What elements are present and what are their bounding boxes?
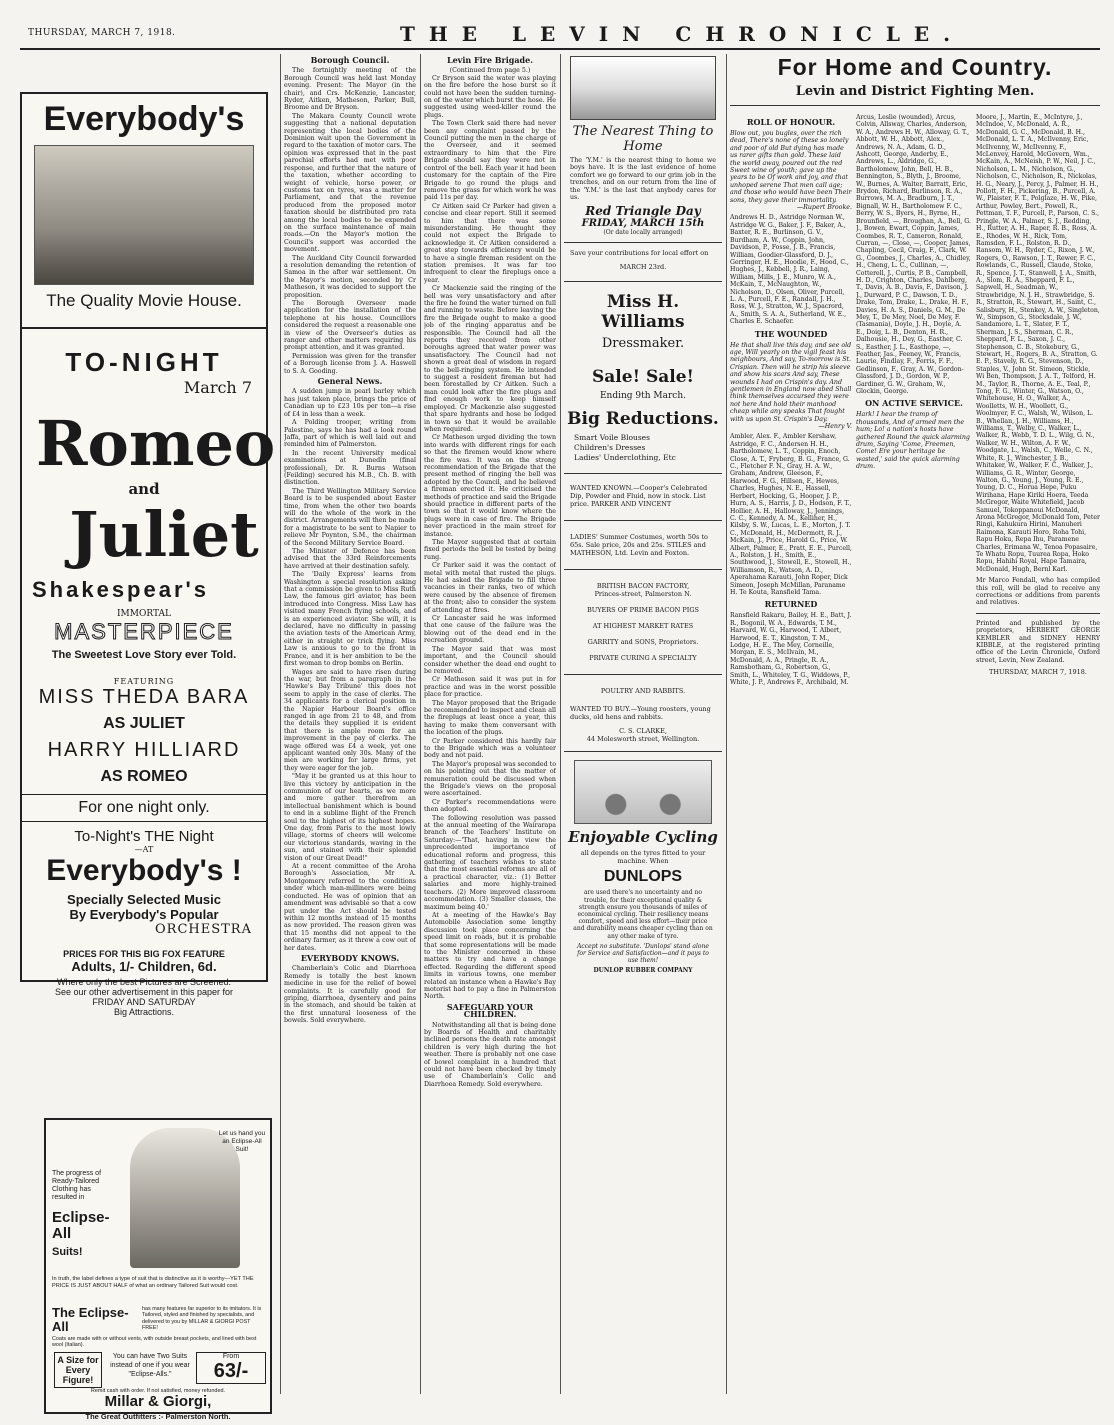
film-title-romeo: Romeo [36,407,276,480]
firm-name: Millar & Giorgi, [104,1393,212,1410]
section-title: For Home and Country. [777,54,1053,80]
measure-text: has many features far superior to its imitators. It is Tailored, styled and finished by specialists, and delivered to you by MILLAR & GIORGI POST FREE! [142,1306,262,1332]
save-text: Save your contributions for local effort on [570,249,709,258]
two-suits-text: You can have Two Suits instead of one if you wear "Eclipse-Alls." [110,1353,190,1378]
music-line-2: By Everybody's Popular [69,907,219,922]
size-box: A Size for Every Figure! [54,1352,102,1388]
roll-of-honour-names: Andrews H. D., Astridge Norman W., Astridge W. G., Baker, J. F., Baker, A., Baxter, R. E., Burlinson, G. V., Burdham, A. W., Coppin, John, Davidson, P., Fosse, J. B., Francis, William, Goodier-Glassford, D. J., Gerringer, H. E., Hoodie, F., Hood, C., Hughes, J., Kebbell, J. R., Laing, William, Mills, J. E., Munro, W. A., McKain, T., McNaughton, W., Nicholson, D., Olsen, Oliver, Purcell, L. A., Purcell, F. E., Randall, J. H., Ross, W. J., Stratton, W. J., Spacrord, A., Smith, S. A. A., Sutherland, W. E., Charles E. Schaefer. [730,214,849,326]
cyclist-illustration [574,760,712,824]
column-advertisements [564,54,722,1414]
eclipse-all-advertisement [44,1118,272,1421]
returned-heading: RETURNED [764,599,818,610]
williams-trade: Dressmaker. [601,336,685,352]
eclipse-suits: Suits! [52,1246,83,1258]
home-and-country-section [730,54,1100,1414]
remit-text: Remit cash with order. If not satisfied, money refunded. [90,1388,226,1394]
film-title-juliet: Juliet [69,498,259,571]
poem-author: —Rupert Brooke. [796,204,852,212]
ymca-title: The Nearest Thing to Home [572,124,714,154]
role-romeo: AS ROMEO [100,768,188,785]
heading-fire-brigade: Levin Fire Brigade. [446,55,534,65]
cinema-photo [34,145,254,285]
bacon-address: Princes-street, Palmerston N. [594,590,692,599]
imprint-date: THURSDAY, MARCH 7, 1918. [989,668,1087,677]
role-juliet: AS JULIET [103,715,185,732]
red-triangle-day: Red Triangle Day [585,204,701,219]
clarke-address: 44 Molesworth street, Wellington. [586,735,700,744]
ymca-triangle-illustration [570,56,716,120]
reduction-item: Children's Dresses [574,443,646,453]
at-label: —AT [134,845,154,854]
featuring-label: FEATURING [113,677,175,686]
poem2-author: —Henry V. [818,423,852,431]
save-date: MARCH 23rd. [619,263,667,272]
price-from: From [222,1353,240,1360]
ymca-text: The 'Y.M.' is the nearest thing to home we boys have. It is the last evidence of home comfort we go forward to our grim job in the trenches, and on our return from the line of the 'Y.M.' is the last that anybody cares for us. [570,157,716,202]
masthead-title: THE LEVIN CHRONICLE. [400,22,965,46]
masthead-date: THURSDAY, MARCH 7, 1918. [28,28,176,38]
price-box [196,1352,266,1384]
bacon-buyers: BUYERS OF PRIME BACON PIGS [586,606,700,615]
big-reductions: Big Reductions. [567,409,719,430]
film-title-and: and [128,480,160,498]
big-attractions-line: Big Attractions. [113,1007,175,1017]
column-fire-brigade: Levin Fire Brigade. (Continued from page 5.) Cr Bryson said the water was playing on the fire before the hose burst so it could not have been the sudden turning-on of the water which burst the hose. He suggested using weed-killer round the plugs. The Town Clerk said there had never been any complaint passed by the Council putting the men in the charge of the Overseer, and it seemed extraordinary to him that the Fire Brigade should say they were not in control of the bell. Each year it had been customary for the captain of the Fire Brigade to go round the plugs and remove the grass for which work he was paid 11s per day. Cr Aitken said Cr Parker had given a concise and clear report. Still it seemed to him that there was some misunderstanding. He thought they could not expect the Brigade to acknowledge it. Cr Aitken considered a great step towards efficiency would be to have a single fireman resident on the station premises. It was far too infrequent to clear the fireplugs once a year. Cr Mackenzie said the ringing of the bell was very unsatisfactory and after the fire he found the water turned on full and running to waste. Before leaving the fire the Brigade ought to make a good job of the ringing apparatus and be responsible. The Council had all the reports they received from other boroughs agreed that water power was unsatisfactory. The Council had not shown a great deal of wisdom in regard to the bell-ringing system. He intended to suggest a resident fireman but had been forestalled by Cr Aitken. Such a man could look after the fire plugs and find enough work to keep himself employed. Cr Mackenzie also suggested that spare hydrants and hose be lodged in town so that it would be available when required. Cr Matheson urged dividing the town into wards with different rings for each so that the firemen would know where the fire was. It was on the strong recommendation of the Brigade that the present method of ringing the bell was adopted by the Council, and he believed a fireman erected it. He criticised the methods of practice and said the Brigade should practice in different parts of the town so that it would know where the plugs were in case of fire. The Brigade never practiced in the main street for instance. The Mayor suggested that at certain fixed periods the bell be tested by being rung. Cr Parker said it was the contact of metal with metal that rusted the plugs. He had asked the Brigade to fill three vacancies in their ranks, two of which were caused by the absence of firemen at the front; also to consider the system of attending at fires. Cr Lancaster said he was informed that one cause of the failure was the blowing out of the dead end in the recreation ground. The Mayor said that was most important, and the Council should consider whether the dead end ought to be removed. Cr Matheson said it was put in for practice and was in the worst possible place for practice. The Mayor proposed that the Brigade be recommended to inspect and clean all the fireplugs at least once a year, this having to make them conversant with the location of the plugs. Cr Parker considered this hardly fair to the Brigade which was a volunteer body and not paid. The Mayor's proposal was seconded to on his pointing out that the matter of remuneration could be discussed when the Brigade's views on the proposal were ascertained. Cr Parker's recommendations were then adopted. The following resolution was passed at the annual meeting of the Wairarapa branch of the Teachers' Institute on Saturday:—'That, having in view the unprecedented importance of educational reform and progress, this gathering of teachers wishes to state that the most essential reforms are all of a practical character, viz.: (1) Better salaries and more highly-trained teachers. (2) More improved classroom accommodation. (3) Smaller classes, the maximum being 40.' At a meeting of the Hawke's Bay Automobile Association some lengthy discussion took place concerning the speed limit on roads, but it is probable that some representations will be made to the Minister concerned in these matters to try and have a change effected. Regarding the different speed limits in various towns, one member related an instance when a Hawke's Bay motorist had to pay a fine in Palmerston North. SAFEGUARD YOUR CHILDREN. Notwithstanding all that is being done by Boards of Health and charitably inclined persons the death rate amongst children is very high during the hot weather. There is probably not one case of bowel complaint in a hundred that could not have been checked by timely use of Chamberlain's Colic and Diarrhoea Remedy. Sold everywhere. [424,55,556,1088]
cinema-name: Everybody's [43,100,245,138]
dunlop-lead: all depends on the tyres fitted to your machine. When [580,849,706,866]
price-value: 63/- [213,1360,249,1382]
cinema-tagline: The Quality Movie House. [46,291,242,310]
masthead-rule [20,48,1100,50]
poultry-heading: POULTRY AND RABBITS. [600,687,686,696]
orchestra-label: ORCHESTRA [155,922,252,937]
imprint-text: Printed and published by the proprietors, HERBERT GEORGE KEMBLER and SIDNEY HENRY KIBBLE, at the registered printing office of the Levin Chronicle, Oxford street, Levin, New Zealand. [976,619,1100,664]
tonight-night-label: To-Night's THE Night [74,828,214,845]
wounded-heading: THE WOUNDED [754,328,828,339]
dunlop-company: DUNLOP RUBBER COMPANY [593,967,693,975]
masterpiece-label: MASTERPIECE [54,619,234,644]
enjoyable-cycling: Enjoyable Cycling [568,828,718,847]
column-rule [280,54,281,1394]
active-service-names-a: Arcus, Leslie (wounded), Arcus, Colvin, Allsway, Charles, Anderson, W. A., Andrews H. W., Alloway, G. T., Abbott, W. H., Abbott, Alex., Andrews, N. A., Adam, G. D., Ashcott, George, Anderby, E., Andrews, L., Aldridge, G., Bartholomew, John, Bell, H. B., Bennington, S., Blyth, J., Broome, W., Burnes, A. Walter, Barratt, Eric, Brydon, Richard, Burlinson, R. A., Burrows, M. A., Bradburn, J. T., Bignall, W. H., Bartholomew F. C., Berry, W. S., Byers, H., Byrne, H., Brounfield, —, Broughan, A., Bell, G. J., Bowen, Ewart, Coppin, James, Coombes, R. T., Cameron, Ronald, Curran, —, Close, —, Cooper, James, Chapling, Cecil, Craig, F., Clark, W. G., Coombes, J., Charles, A., Chidley, H., Cheng, L. C., Cullinan, —, Cotterell, J., Curtis, P. B., Campbell, H. D., Crighton, Charles, Dahlberg, T., Davis, A. B., Davis, F., Davison, J. J., Durward, P. C., Dawson, T. D., Drake, Tom, Drake, L., Drake, H. F., Davies, H. A. S., Daniels, G. M., De Mey, T., De Mey, Noel, De Mey, F. (Tasmania), Doyle, J. H., Doyle, A. E., Doig, L. B., Denton, H. R., Dalhousie, H., Dey, G., Easther, C. S., Easther, J. L., Easthope, —, Feather, Jas., Feeney, W., Francis, Laurie, Findlay, F., Ferris, F. F., Gedlinson, F., Gray, A. W., Gordon-Glassford, J. D., Gordon, W. P., Gardiner, G. W., Graham, W., Glockin, George. [856,114,971,396]
let-us-text: Let us hand you an Eclipse-All Suit! [218,1130,266,1153]
star-harry-hilliard: HARRY HILLIARD [47,739,241,761]
column-rule [726,54,727,1394]
bacon-factory: BRITISH BACON FACTORY, [596,582,690,591]
heading-everybody-knows: EVERYBODY KNOWS. [300,952,400,963]
eclipse-brand-2: The Eclipse-All [52,1305,129,1334]
poem-rupert-brooke: Blow out, you bugles, over the rich dead, There's none of these so lonely and poor of old But dying has made us rarer gifts than gold. These laid the world away, poured out the red Sweet wine of youth; gave up the years to be Of work and joy, and that unhoped serene That men call age; and those who would have been Their sons, they gave their immortality. [730,130,852,204]
coats-text: Coats are made with or without vents, with outside breast pockets, and lined with best wool (Italian). [52,1336,257,1349]
days-line: FRIDAY AND SATURDAY [92,997,196,1007]
outfitters-line: The Great Outfitters :- Palmerston North. [85,1412,231,1421]
see-other-line: See our other advertisement in this paper for [54,987,234,997]
red-triangle-date: FRIDAY, MARCH 15th [581,218,705,230]
eclipse-brand: Eclipse-All [52,1209,110,1242]
one-night-label: For one night only. [78,799,210,816]
bacon-proprietors: GARRITY and SONS, Proprietors. [587,638,699,647]
prices-line: Adults, 1/- Children, 6d. [71,959,217,974]
ladies-costumes-ad: LADIES' Summer Costumes, worth 50s to 65s. Sale price, 20s and 25s. STILES and MATHESON, Ltd. Levin and Foxton. [570,533,708,558]
column-rule [420,54,421,1394]
poem-drum: Hark! I hear the tramp of thousands, And of armed men the hum; Lo! a nation's hosts have gathered Round the quick alarming drum, Saying 'Come, Freemen, Come! Ere your heritage be wasted,' said the quick alarming drum. [856,411,970,471]
honour-column-3 [976,114,1100,1404]
immortal-label: IMMORTAL [117,609,171,619]
dunlop-body: are used there's no uncertainty and no trouble, for their exceptional quality & strength ensure you thousands of miles of economical cycling. Their resiliency means comfort, speed and less effort—their price and durability means cheaper cycling than on any other make of tyre. [573,889,713,940]
heading-safeguard-children: SAFEGUARD YOUR CHILDREN. [446,1001,534,1020]
reduction-item: Ladies' Underclothing, Etc [574,453,676,463]
heading-borough-council: Borough Council. [310,55,390,65]
reduction-item: Smart Voile Blouses [574,433,650,443]
bacon-private: PRIVATE CURING A SPECIALTY [589,654,697,663]
dunlops-brand: DUNLOPS [603,868,683,886]
section-subtitle: Levin and District Fighting Men. [795,84,1035,99]
clarke-name: C. S. CLARKE, [619,727,667,736]
poem-henry-v: He that shall live this day, and see old age, Will yearly on the vigil feast his neighbours, And say, To-morrow is St. Crispian. Then will he strip his sleeve and show his scars And say, These wounds I had on Crispin's day. And gentlemen in England now abed Shall think themselves accursed they were not here And hold their manhood cheap while any speaks That fought with us upon St. Crispin's Day. [730,341,852,423]
music-line-1: Specially Selected Music [67,892,221,907]
red-triangle-arranged: (Or date locally arranged) [603,229,683,237]
truth-text: In truth, the label defines a type of suit that is distinctive as it is worthy—YET THE PRICE IS JUST ABOUT HALF of what an ordinary Tailored Suit would cost. [52,1276,254,1289]
movie-advertisement [20,92,276,1017]
heading-general-news: General News. [317,376,383,387]
cinema-name-2: Everybody's ! [46,854,242,887]
column-rule [560,54,561,1394]
sale-ending: Ending 9th March. [599,391,686,402]
tonight-heading: TO-NIGHT [65,347,223,377]
screened-line: Where only the best Pictures are Screened. [56,977,232,987]
eclipse-progress-text: The progress of Ready-Tailored Clothing has resulted in [52,1170,102,1201]
sale-heading: Sale! Sale! [592,367,694,388]
wanted-to-buy-ad: WANTED TO BUY.—Young roosters, young ducks, old hens and rabbits. [570,705,711,722]
active-service-names-b: Moore, J., Martin, E., McIntyre, J., McIndoe, V., McDonald, A. R., McDonald, G. C., McDonald, B. H., McDonald, L. T. A., McIlvenny, Eric, McIlvenny, W., McIlvenny, F., McLenvey, Harold, McGovern, Wm., McKain, A., McNeish, P. W., Neil, J. C., Nicholson, L. M., Nicholson, G., Nicholson, C., Nicholson, R., Nickolas, H. G., Neary, J., Percy, J., Palmer, H. H., Pollott, F. H., Pickering, B., Purcell, A. W., Plaister, F. T., Polglaze, H. W., Pike, Arthur, Powley, Bert., Powell, R., Pettman, T. F., Purcell, P., Parson, C. S., Pringle, W. A., Palmer, S. J., Redding, H., Rutter, A. H., Raper, R. B., Ross, A. E., Rhodes, W. H., Rick, Tom, Ramsden, F. L., Rolston, R. D., Ransom, W. H., Ryder, C., Rixon, J. W., Rogers, O., Rawson, J. T., Rewer, F. C., Rowlands, C., Russell, Claude, Stoke, R., Spence, J. T., Stanwell, J. A., Smith, A., Slom, R. A., Sheppard, F. L., Sapwell, H., Seadman, W., Strawbridge, N. J. H., Strawbridge, S. R., Stratton, R., Stewart, H., Saint, C., Salisbury, H., Stenkey, A. W., Singleton, W., Simpson, G., Stocksdale, J. W., Sandamore, L. T., Slater, F. T., Sherman, J. S., Sherman, C. R., Sheppard, F. L., Saxon, J. C., Stephenson, C. B., Stokebury, G., Stewart, H., Rogers, B. A., Stratton, G. E. P., Stavely, R. G., Stevenson, D., Staples, V., John St. Simeon, Stickle, Wi Ben, Thompson, J. A. T., Telford, H. M., Taylor, R., Thorne, A. E., Teal, P., Tong, F. G., Winter, G., Watson, O., Whitehouse, H. O., Walker, A., Woolletts, W. H., Woollett, G., Woolmyer, F. C., Walsh, W., Wilson, L. B., Whellan, J. H., Williams, H., Williams, T., Welby, C., Walker, L., Walker, R., Webb, T. D. L., Wilg, G. N., Walker, W. H., Wilton, A. F. W., Woodgate, L., Walsh, C., Welle, C. N., White, R. J., Winchester, J. B., Whitaker, W., Walker, F. C., Walker, J., Williams, G. R., Winter, George, Walton, G., Young, J., Young, R. E., Young, D. C., Horua Hepe, Puku Wirihana, Hape Kiriki Hoera, Teeda McGregor, Waite Whitefield, Jacob Samuel, Tokoppanoui McDonald, Arona McGregor, McDonald Tom, Peter Ringi, Kahukura Hirini, Manuheri Raimona, Karauti Horo, Roha Tohi, Rapu Hoku, Repa Ihu, Paramene Charles, Erimana W., Tenoa Popasaire, Te Whatu Ropu, Tuurea Ropa, Hoko Ropu, Hahihi Royal, Hape Tamaira, McDonald, Hugh, Bernl Karl. [976,114,1100,573]
wounded-names: Ambler, Alex. F., Ambler Kershaw, Astridge, F. C., Andersen H. H., Bartholomew, L. T., Coppin, Enoch, Close, A. T., Fryberg, B. G., France, G. C., Fletcher F. N., Gray, H. A. W., Graham, Andrew, Gleeson, F., Harwood, F. G., Hillsen, F., Hewes, Charles, Hughes, N. E., Hassell, Herbert, Hocking, G., Hooper, J. P., Hurn, A. S., Harris, J. D., Hodson, F. T., Hollier, A. H., Halloway, J., Jennings, C. C., Kennedy, A. M., Kelliher, H., Kilsby, S. W., Lucas, L. E., Morton, J. T. C., McDonald, H., McDermott, R. J., McKain, J., Price, Harold G., Price, W. Albert, Palmer, E., Pratt, E. E., Purcell, A., Rolston, J. H., Smith, E., Southwood, J., Stowell, E., Stowell, H., Williamson, R., Watson, A. D., Aperahama Karauti, John Roper, Dick Simeon, Joseph McMillan, Paraname H. Te Kouta, Ransfield Tama. [730,433,852,596]
roll-of-honour-heading: ROLL OF HONOUR. [746,117,836,127]
star-theda-bara: MISS THEDA BARA [38,686,250,708]
bacon-prices: AT HIGHEST MARKET RATES [592,622,694,631]
dunlop-accept: Accept no substitute. 'Dunlops' stand alone for Service and Satisfaction—and it pays to use them! [577,942,709,965]
show-date: March 7 [183,378,252,397]
prices-heading: PRICES FOR THIS BIG FOX FEATURE [63,949,225,959]
shakespeare-label: Shakespear's [32,577,209,602]
masthead [20,22,1100,50]
wanted-known-ad: WANTED KNOWN.—Cooper's Celebrated Dip, Powder and Fluid, now in stock. List price. PARKER AND VINCENT [570,484,708,509]
active-service-heading: ON ACTIVE SERVICE. [865,398,963,409]
williams-name: Miss H. Williams [601,292,685,333]
fendall-note: Mr Marco Fendall, who has compiled this roll, will be glad to receive any corrections or additions from parents and relatives. [976,577,1100,607]
column-borough-council: Borough Council. The fortnightly meeting of the Borough Council was held last Monday evening. Present: The Mayor (in the chair), and Crs. McKenzie, Lancaster, Ryder, Aitken, Matheson, Parker, Bull, Broome and Dr Bryson. The Makara County Council wrote suggesting that a national deputation representing the local bodies of the Dominion wait upon the Government in regard to the taxation of motor cars. The opinion was expressed that in the past parochial efforts had met with poor response, and further that the nature of the taxation, whether according to weight of vehicle, horse power, or customs tax on tyres, was a matter for Parliament, and that the revenue produced from the proposed motor taxation should be distributed pro rata among the local bodies to be expended on the surface maintenance of main roads.—On the Mayor's motion the Council's support was accorded the movement. The Auckland City Council forwarded a resolution demanding the retention of Samoa in the after war settlement. On the Mayor's motion, seconded by Cr Matheson, it was decided to support the proposition. The Borough Overseer made application for the installation of the telephone at his house. Councillors considered the request a reasonable one in view of the Overseer's duties as ranger and other matters requiring his prompt attention, and it was granted. Permission was given for the transfer of a Borough license from J. A. Haswell to S. A. Gooding. General News. A sudden jump in pearl barley which has just taken place, brings the price of Canadian up to £23 10s per ton—a rise of £4 in less than a week. A Polding trooper, writing from Palestine, says he has had a look round Jaffa, part of which is well laid out and reminded him of Palmerston. In the recent University medical examinations at Dunedin (final professional), Dr. R. Burns Watson (Feilding) secured his M.B., Ch. B. with distinction. The Third Wellington Military Service Board is to be suspended about Easter time, from when the other two boards will do the whole of the work in the district. Arrangements will then be made for a magistrate to be sent to Napier to relieve Mr Poynton, S.M., the chairman of the Second Military Service Board. The Minister of Defence has been advised that the 33rd Reinforcements have arrived at their destination safely. The 'Daily Express' learns from Washington a special resolution asking that a commission be given to Miss Ruth Law, the famous girl aviator, has been introduced into Congress. Miss Law has visited many French flying schools, and is an experienced aviator. She will, it is declared, have no difficulty in passing the aviation tests of the American Army, either in straight or trick flying. Miss Law is anxious to go to the front in France, and it is her ambition to be the first woman to drop bombs on Berlin. Wages are said to have risen during the war, but from a paragraph in the 'Hawke's Bay Tribune' this does not seem to apply in the case of clerks. The 34 applicants for a clerical position in the Napier Harbour Board's office ranged in age from 21 to 48, and from the details they supplied it is evident that there is ample room for an improvement in the pay of clerks. The wage offered was £4 a week, yet one applicant wanted only 30s. Many of the men are working for large firms, yet they were eager for the job. "May it be granted us at this hour to live this victory by anticipation in the communion of our hearts, as we more and more gather therefrom an intellectual banishment which is bound to end in a sublime flight of the French soul to the highest of its highest hopes. One day, from Paris to the most lowly village, storms of cheers will welcome our victorious standards, waving in the sun, and stained with their splendid vision of our Great Dead!" At a recent committee of the Aroha Borough's Association, Mr A. Montgomery referred to the conditions under which man-milliners were being conducted. He was of opinion that an amendment was advisable so that a cow put under the Act should be tested within 12 months instead of 15 months as now provided. The reason given was that 15 months did not appeal to the ordinary farmer, as it threw a cow out of her dates. EVERYBODY KNOWS. Chamberlain's Colic and Diarrhoea Remedy is totally the best known medicine in use for the relief of bowel complaints. It is carefully good for griping, diarrhoea, dysentery and pains in the stomach, and should be taken at the first unnatural looseness of the bowels. Sold everywhere. [284,55,416,1025]
sweetest-label: The Sweetest Love Story ever Told. [51,649,237,661]
honour-column-1 [730,114,852,1404]
returned-names: Ransfield Rakaru, Bailey, H. E., Batt, J. R., Bogonil, W. A., Edwards, T. M., Harvard, W. G., Harwood, T. Albert, Harwood, E. T., Kingston, T. M., Lodge, H. E., The Mey, Corneille, Morgan, E. S., McIlvain, M., McDonald, A. A., Pringle, R. A., Ramsbotham, G., Robertson, G., Smith, L., Whiteley, T. G., Widdows, P., White, J. P., Andrews F., Archibald, M. [730,612,852,687]
honour-column-2 [856,114,972,1404]
